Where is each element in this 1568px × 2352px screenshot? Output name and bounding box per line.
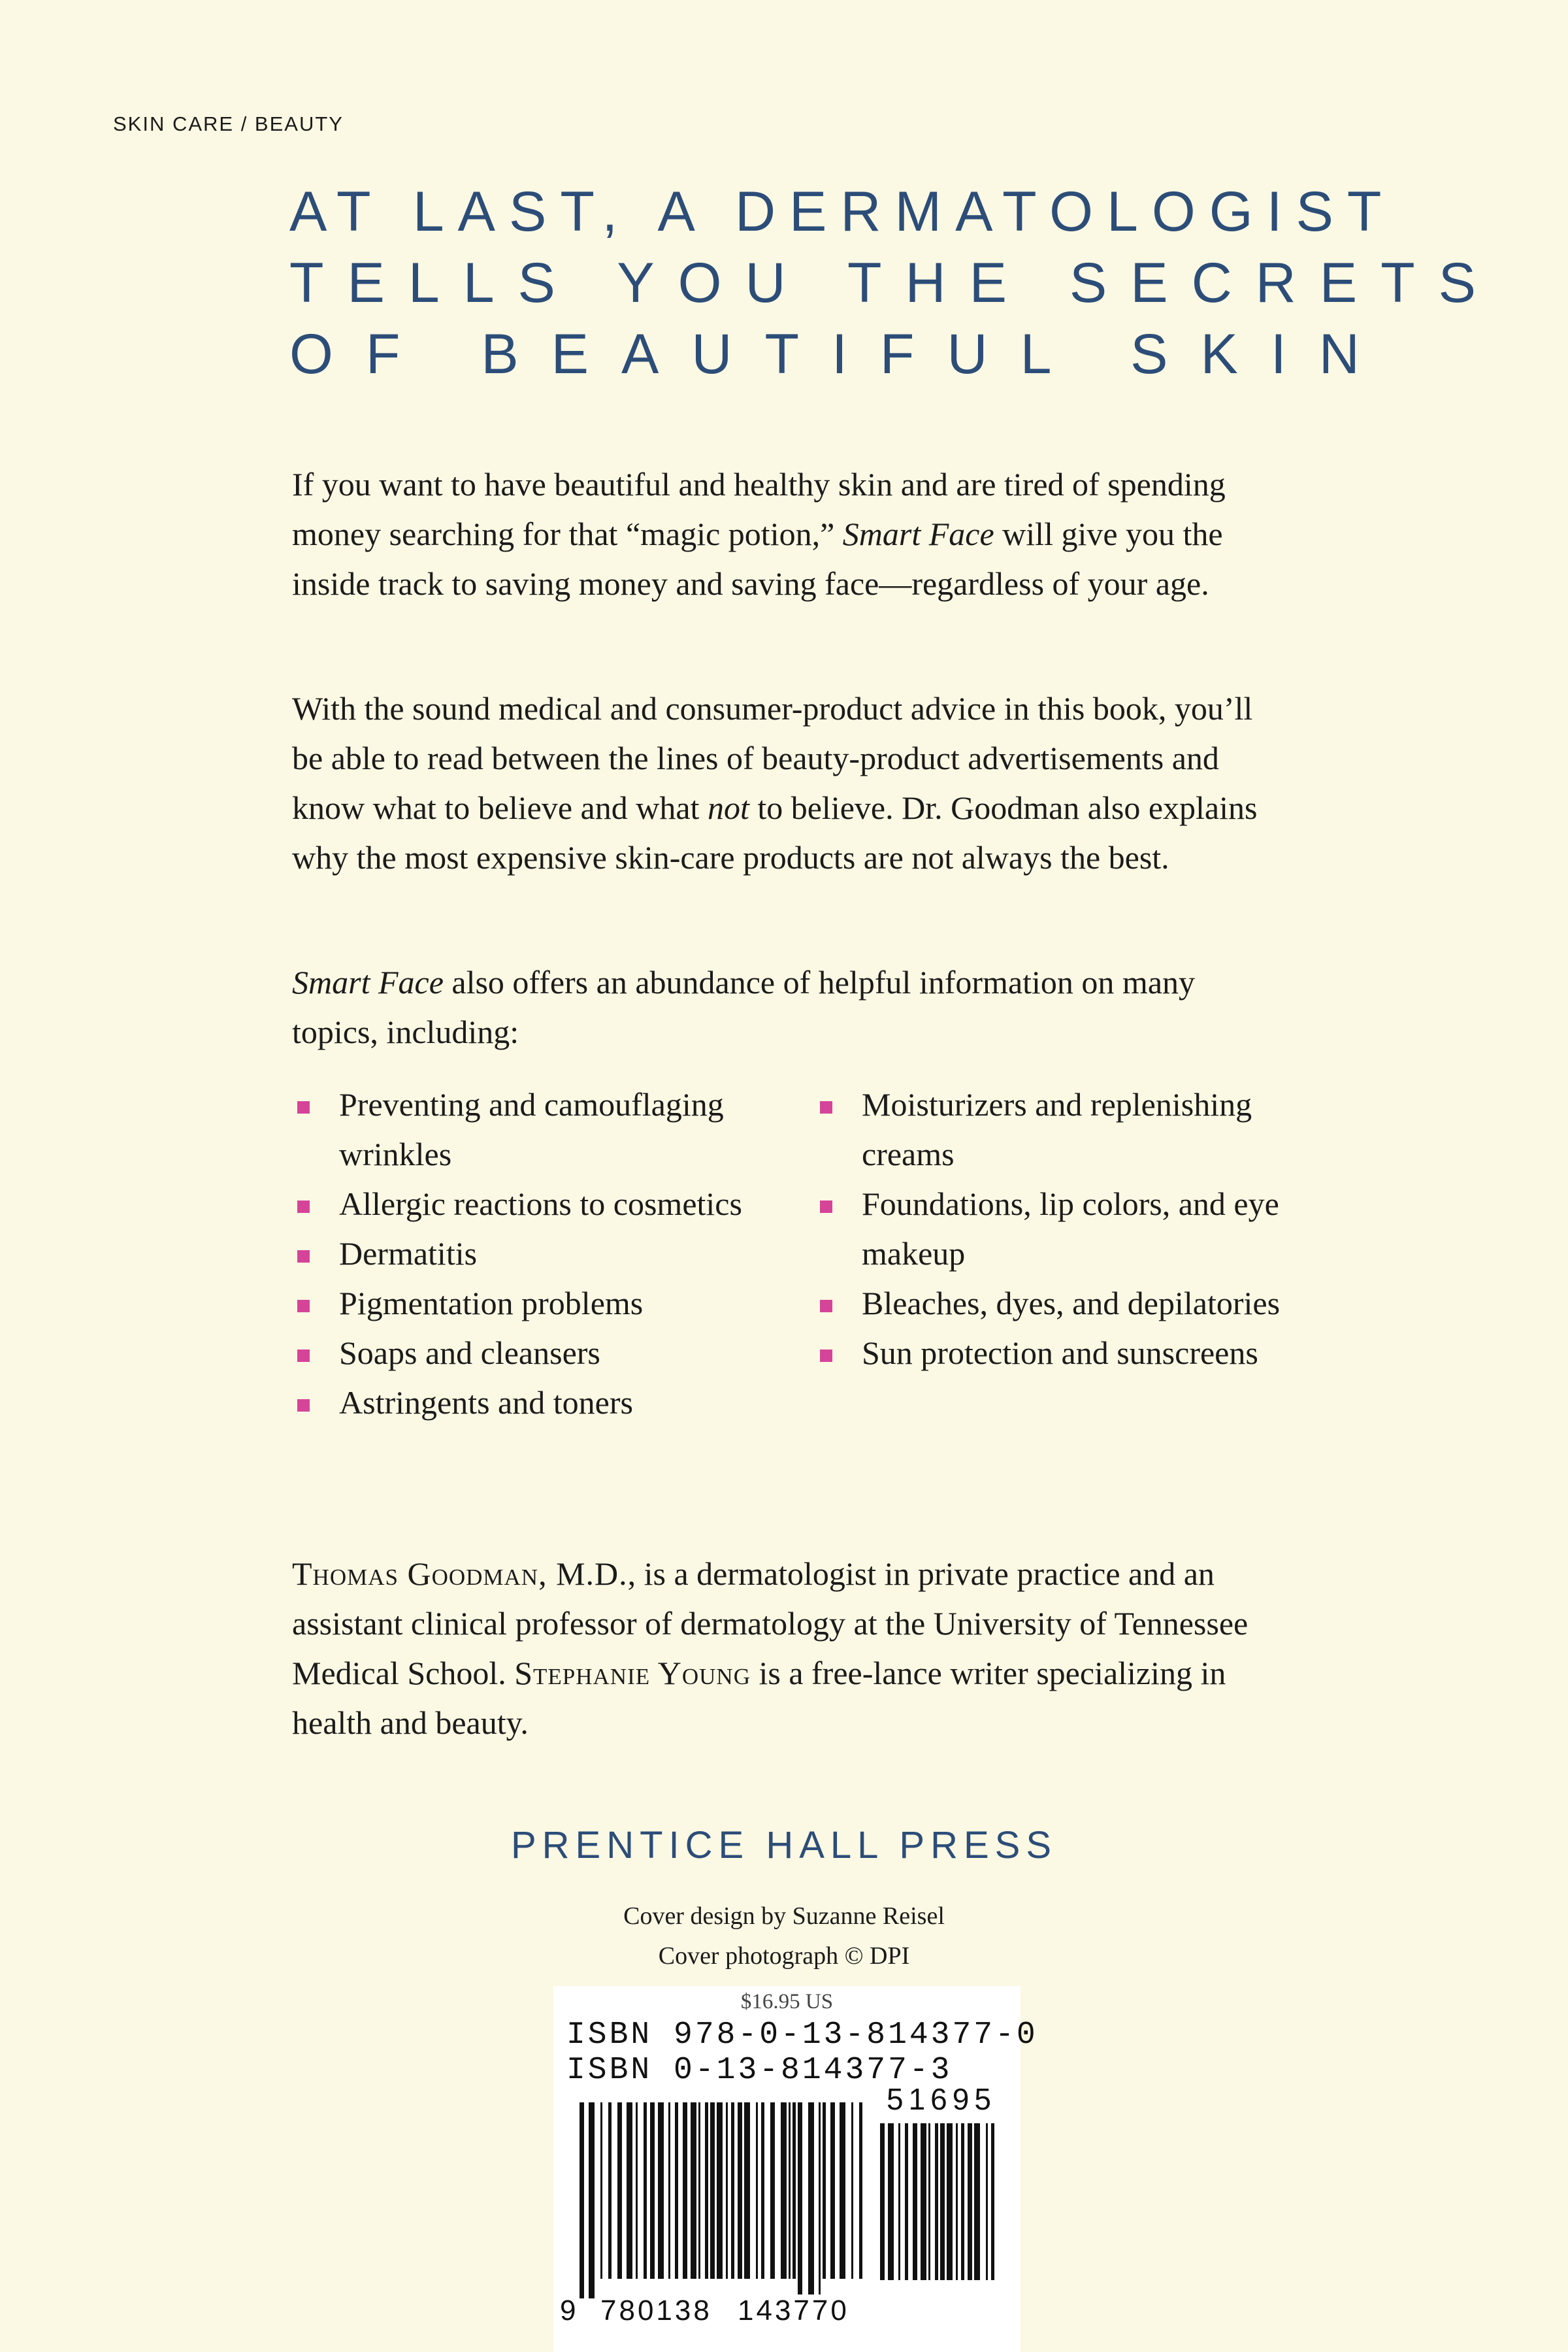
list-item xyxy=(292,1378,762,1427)
barcode-bar xyxy=(808,2102,814,2298)
barcode-bar xyxy=(683,2102,687,2279)
list-item-label: Dermatitis xyxy=(339,1235,478,1272)
barcode-bar xyxy=(851,2102,853,2279)
bullet-square-icon xyxy=(297,1250,310,1263)
barcode-bar xyxy=(913,2123,917,2280)
bullet-square-icon xyxy=(297,1101,310,1114)
barcode-bar xyxy=(658,2102,664,2279)
barcode-bar xyxy=(792,2102,796,2279)
barcode-bar xyxy=(928,2123,930,2280)
barcode-bar xyxy=(888,2123,894,2280)
list-item xyxy=(292,1278,762,1328)
barcode-bar xyxy=(698,2102,700,2279)
isbn-13: ISBN 978-0-13-814377-0 xyxy=(566,2017,1038,2053)
barcode-bar xyxy=(744,2102,750,2279)
barcode-bar xyxy=(840,2102,845,2279)
list-item xyxy=(292,1229,762,1278)
intro-paragraph xyxy=(292,459,1282,608)
barcode-bar xyxy=(935,2123,938,2280)
list-item xyxy=(815,1080,1285,1179)
barcode-bar xyxy=(921,2123,926,2280)
barcode-bar xyxy=(589,2102,595,2298)
list-item-label: Allergic reactions to cosmetics xyxy=(339,1185,742,1222)
barcode-bar xyxy=(580,2102,584,2298)
topics-intro-paragraph xyxy=(292,957,1282,1057)
price-label: $16.95 US xyxy=(740,1990,834,2013)
list-item xyxy=(815,1179,1285,1278)
barcode-bar xyxy=(974,2123,980,2280)
barcode-bar xyxy=(608,2102,612,2279)
bullet-square-icon xyxy=(297,1300,310,1312)
topics-intro-text: also offers an abundance of helpful information on many topics, including: xyxy=(292,964,1196,1050)
list-item-label: Preventing and camouflaging wrinkles xyxy=(339,1086,724,1172)
barcode-bar xyxy=(644,2102,647,2279)
author-name-1: Thomas Goodman, M.D. xyxy=(292,1555,628,1592)
cover-design-credit: Cover design by Suzanne Reisel xyxy=(623,1902,945,1930)
book-title: Smart Face xyxy=(842,516,994,552)
barcode-bar xyxy=(617,2102,622,2279)
barcode-bar xyxy=(819,2102,821,2298)
barcode-bar xyxy=(636,2102,638,2279)
barcode-bar xyxy=(859,2102,862,2279)
bullet-square-icon xyxy=(297,1350,310,1362)
barcode-bar xyxy=(726,2102,728,2279)
ean-lead-digit: 9 xyxy=(560,2294,576,2327)
barcode-bar xyxy=(781,2102,787,2279)
barcode-bar xyxy=(770,2102,775,2279)
publisher-name: PRENTICE HALL PRESS xyxy=(510,1824,1058,1866)
barcode-bar xyxy=(823,2102,826,2279)
list-item xyxy=(292,1080,762,1179)
isbn-10: ISBN 0-13-814377-3 xyxy=(566,2053,953,2088)
list-item-label: Moisturizers and replenishing creams xyxy=(862,1086,1252,1172)
addon-barcode xyxy=(880,2123,1004,2300)
ean-right-digits: 143770 xyxy=(738,2294,849,2327)
barcode-block xyxy=(553,1986,1038,2352)
barcode-bar xyxy=(627,2102,632,2279)
barcode-bar xyxy=(880,2123,885,2280)
topics-column-right xyxy=(815,1080,1285,1378)
topics-column-left xyxy=(292,1080,762,1427)
ean-left-digits: 780138 xyxy=(600,2294,712,2327)
bullet-square-icon xyxy=(297,1201,310,1213)
headline xyxy=(289,176,1500,390)
barcode-bar xyxy=(731,2102,734,2279)
author-bio-text-2: is a free-lance writer specializing in health and beauty. xyxy=(292,1655,1226,1741)
barcode-bar xyxy=(761,2102,764,2279)
list-item-label: Bleaches, dyes, and depilatories xyxy=(862,1285,1281,1321)
barcode-bar xyxy=(691,2102,696,2279)
author-bio xyxy=(292,1549,1282,1747)
barcode-bar xyxy=(600,2102,602,2279)
list-item xyxy=(292,1179,762,1229)
barcode-bar xyxy=(675,2102,678,2279)
list-item-label: Foundations, lip colors, and eye makeup xyxy=(862,1185,1279,1272)
author-name-2: Stephanie Young xyxy=(514,1655,751,1691)
intro-text-1: If you want to have beautiful and healthy skin and are tired of spending money searching for that “magic potion,” xyxy=(292,466,1226,552)
list-item-label: Sun protection and sunscreens xyxy=(862,1334,1258,1371)
bullet-square-icon xyxy=(297,1399,310,1412)
category-label: SKIN CARE / BEAUTY xyxy=(113,112,344,135)
barcode-bar xyxy=(968,2123,972,2280)
list-item-label: Astringents and toners xyxy=(339,1384,633,1421)
list-item-label: Pigmentation problems xyxy=(339,1285,644,1321)
addon-number: 51695 xyxy=(887,2082,996,2116)
barcode-bar xyxy=(986,2123,988,2280)
advice-text-1: With the sound medical and consumer-product advice in this book, you’ll be able to read between the lines of beauty-product advertisements and know what to believe and what xyxy=(292,690,1253,826)
barcode-bar xyxy=(947,2123,953,2280)
author-bio-text-1: , is a dermatologist in private practice and an assistant clinical professor of dermatology at the University of Tennessee Medical School. xyxy=(292,1555,1249,1691)
advice-paragraph xyxy=(292,684,1282,882)
cover-photo-credit: Cover photograph © DPI xyxy=(658,1942,910,1970)
headline-line-1: AT LAST, A DERMATOLOGIST xyxy=(289,180,1396,243)
bullet-square-icon xyxy=(820,1300,832,1312)
barcode-bar xyxy=(961,2123,964,2280)
barcode-bar xyxy=(898,2123,900,2280)
bullet-square-icon xyxy=(820,1350,832,1362)
barcode-bar xyxy=(668,2102,670,2279)
emphasis-not: not xyxy=(707,789,749,826)
intro-text-2: will give you the inside track to saving money and saving face—regardless of your age. xyxy=(292,516,1223,602)
bullet-square-icon xyxy=(820,1201,832,1213)
barcode-bar xyxy=(650,2102,655,2279)
list-item xyxy=(815,1328,1285,1378)
barcode-bar xyxy=(756,2102,758,2279)
list-item xyxy=(815,1278,1285,1328)
barcode-bar xyxy=(789,2102,791,2279)
barcode-bar xyxy=(940,2123,945,2280)
barcode-bar xyxy=(717,2102,723,2279)
barcode-bar xyxy=(830,2102,835,2279)
list-item xyxy=(292,1328,762,1378)
advice-text-2: to believe. Dr. Goodman also explains why the most expensive skin-care products are not always the best. xyxy=(292,789,1258,876)
barcode-bar xyxy=(905,2123,908,2280)
headline-line-3: OF BEAUTIFUL SKIN xyxy=(289,323,1392,386)
barcode-bar xyxy=(705,2102,708,2279)
barcode-bar xyxy=(991,2123,994,2280)
barcode-bar xyxy=(710,2102,715,2279)
barcode-bar xyxy=(956,2123,958,2280)
list-item-label: Soaps and cleansers xyxy=(339,1334,600,1371)
book-title: Smart Face xyxy=(292,964,444,1001)
barcode-bar xyxy=(738,2102,742,2279)
bullet-square-icon xyxy=(820,1101,832,1114)
ean-barcode xyxy=(580,2102,867,2298)
barcode-bar xyxy=(798,2102,802,2298)
headline-line-2: TELLS YOU THE SECRETS xyxy=(289,252,1500,314)
